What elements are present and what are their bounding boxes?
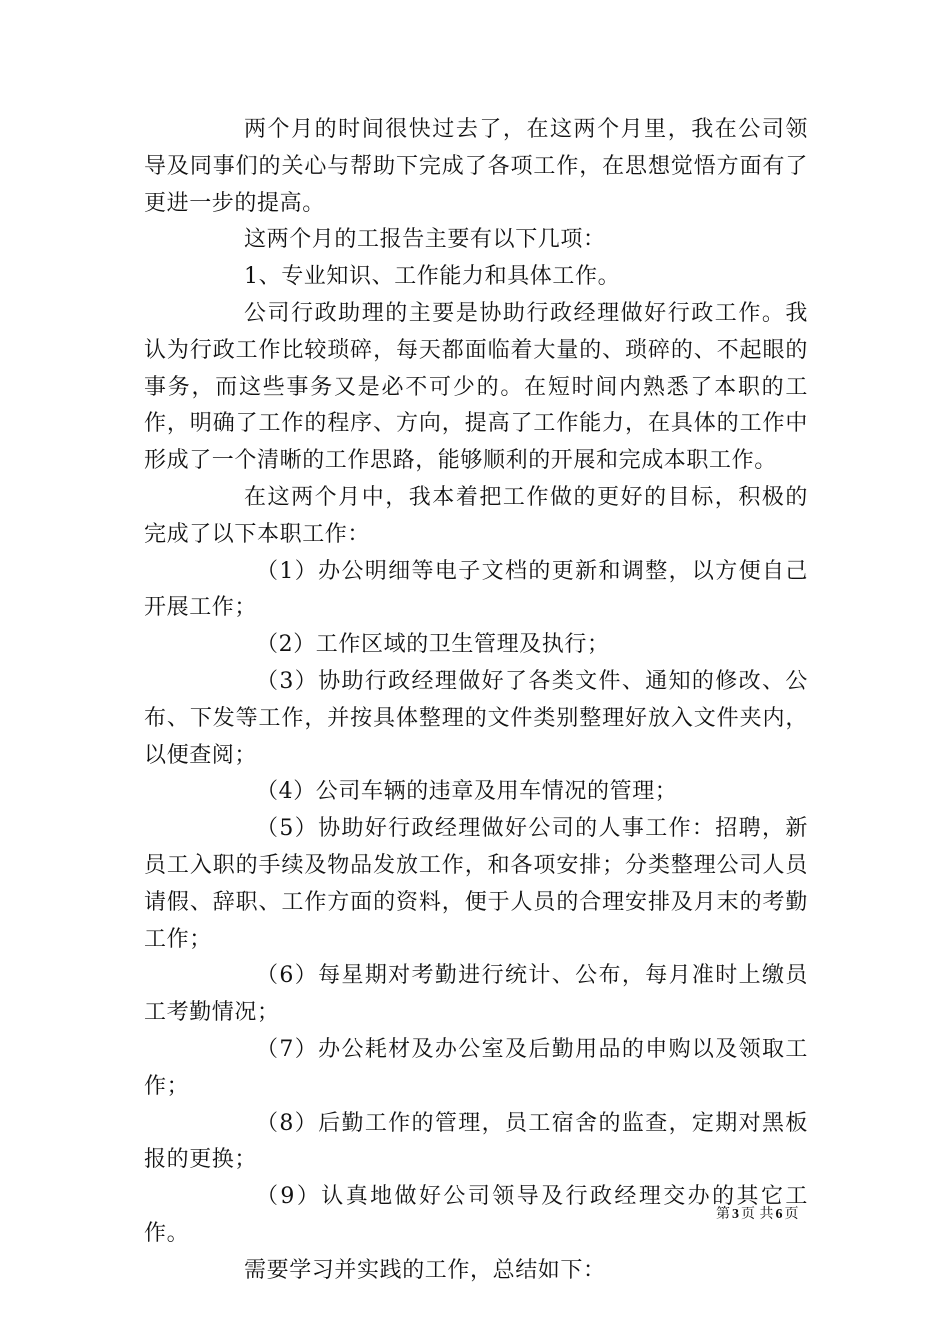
- footer-prefix: 第: [716, 1206, 730, 1222]
- paragraph-role-description: 公司行政助理的主要是协助行政经理做好行政工作。我认为行政工作比较琐碎，每天都面临着大量的、琐碎的、不起眼的事务，而这些事务又是必不可少的。在短时间内熟悉了本职的工作，明确了工作的程序、方向，提高了工作能力，在具体的工作中形成了一个清晰的工作思路，能够顺利的开展和完成本职工作。: [144, 300, 808, 474]
- total-page-number: 6: [775, 1207, 783, 1222]
- list-item: （4）公司车辆的违章及用车情况的管理；: [256, 779, 678, 805]
- paragraph-intro: 两个月的时间很快过去了，在这两个月里，我在公司领导及同事们的关心与帮助下完成了各项工作，在思想觉悟方面有了更进一步的提高。: [144, 117, 808, 216]
- footer-suffix: 页: [784, 1206, 799, 1222]
- paragraph-summary-lead: 需要学习并实践的工作，总结如下：: [244, 1257, 606, 1283]
- document-body: [144, 112, 808, 1290]
- page-number-footer: [716, 1203, 798, 1223]
- list-item: （2）工作区域的卫生管理及执行；: [256, 632, 610, 658]
- list-item: （3）协助行政经理做好了各类文件、通知的修改、公布、下发等工作，并按具体整理的文件类别整理好放入文件夹内，以便查阅；: [144, 668, 808, 768]
- paragraph-section-heading: 1、专业知识、工作能力和具体工作。: [244, 264, 621, 290]
- paragraph-completed-work: 在这两个月中，我本着把工作做的更好的目标，积极的完成了以下本职工作：: [144, 484, 808, 547]
- list-item: （1）办公明细等电子文档的更新和调整，以方便自己开展工作；: [144, 558, 808, 621]
- list-item: （5）协助好行政经理做好公司的人事工作：招聘，新员工入职的手续及物品发放工作，和各项安排；分类整理公司人员请假、辞职、工作方面的资料，便于人员的合理安排及月末的考勤工作；: [144, 816, 808, 952]
- current-page-number: 3: [732, 1207, 739, 1222]
- list-item: （8）后勤工作的管理，员工宿舍的监查，定期对黑板报的更换；: [144, 1110, 808, 1173]
- footer-middle: 页 共: [741, 1206, 774, 1222]
- list-item: （7）办公耗材及办公室及后勤用品的申购以及领取工作；: [144, 1036, 808, 1099]
- list-item: （6）每星期对考勤进行统计、公布，每月准时上缴员工考勤情况；: [144, 963, 808, 1026]
- list-item: （9）认真地做好公司领导及行政经理交办的其它工作。: [144, 1184, 808, 1246]
- paragraph-report-items: 这两个月的工报告主要有以下几项：: [244, 227, 606, 253]
